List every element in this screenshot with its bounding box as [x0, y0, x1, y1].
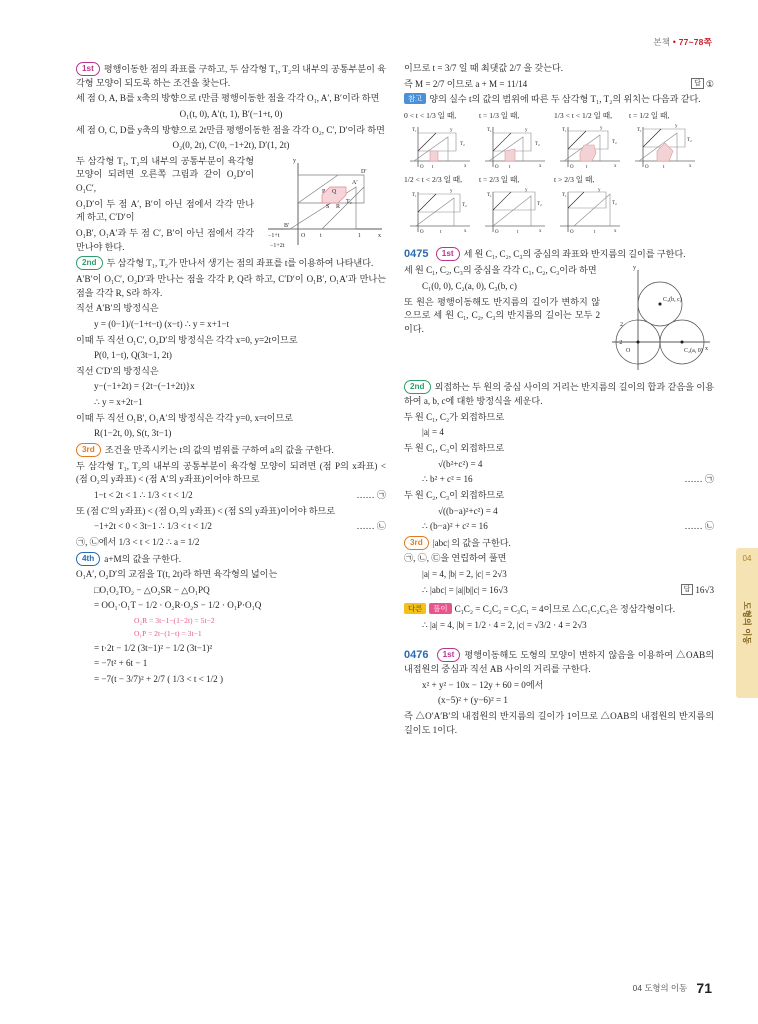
paragraph: 이때 두 직선 O₁C′, O₂D′의 방정식은 각각 x=0, y=2t이므로 [76, 334, 298, 345]
equation-annotation: O₂R = 3t−1−(1−2t) = 5t−2 [134, 616, 215, 626]
svg-text:O: O [570, 229, 574, 235]
case-figure-grid [404, 111, 714, 236]
paragraph: ㉠, ㉡, ㉢을 연립하여 풀면 [404, 553, 507, 564]
svg-text:O: O [645, 165, 649, 171]
paragraph: O₁B′, O₁A′과 두 점 C′, B′이 아닌 점에서 각각 만나야 한다. [76, 228, 254, 252]
equation: ∴ y = x+2t−1 [94, 397, 143, 408]
svg-text:−2: −2 [616, 340, 623, 347]
equation [422, 520, 714, 534]
case-figure-cell [629, 111, 700, 171]
answer-box-icon: 답 [681, 584, 694, 595]
case-caption: 0 < t < 1/3 일 때, [404, 110, 457, 120]
equation: |a| = 4 [422, 427, 444, 438]
alt-solution-tag: 다른 [404, 603, 426, 614]
paragraph: 직선 C′D′의 방정식은 [76, 365, 159, 376]
svg-text:T₂: T₂ [612, 200, 617, 206]
case-caption: t = 2/3 일 때, [479, 175, 520, 185]
header-book-label: 본책 [653, 37, 671, 47]
svg-text:1: 1 [358, 232, 361, 239]
svg-text:x: x [614, 164, 617, 170]
equation: ∴ |a| = 4, |b| = 1/2 · 4 = 2, |c| = √3/2 · 4 = 2√3 [422, 620, 587, 630]
svg-text:T₁: T₁ [412, 128, 417, 134]
step-title: 조건을 만족시키는 t의 값의 범위를 구하여 a의 값을 구한다. [104, 445, 334, 456]
equation: □O₁O₂TO₂ − △O₂SR − △O₁PQ [94, 584, 210, 595]
equation: |a| = 4, |b| = 2, |c| = 2√3 [422, 569, 507, 580]
svg-text:−1+t: −1+t [268, 232, 280, 239]
paragraph: 또 (점 C′의 y좌표) < (점 O₁의 y좌표) < (점 S의 y좌표)이어야 하므로 [76, 505, 336, 516]
answer-box-icon: 답 [691, 78, 704, 89]
footer-chapter: 04 도형의 이동 [632, 983, 688, 993]
step-badge: 4th [76, 552, 100, 566]
svg-text:D′: D′ [361, 168, 367, 175]
paragraph: 두 원 C₂, C₃이 외접하므로 [404, 489, 505, 500]
equation-annotation: O₁P = 2t−(1−t) = 3t−1 [134, 629, 202, 639]
svg-text:O: O [495, 165, 499, 171]
problem-number: 0475 [404, 247, 429, 260]
svg-text:O: O [301, 232, 306, 239]
case-figure [479, 186, 549, 236]
svg-text:O: O [495, 229, 499, 235]
answer-value: 16√3 [695, 584, 714, 595]
paragraph: 직선 A′B′의 방정식은 [76, 303, 159, 314]
answer-value: ① [705, 78, 714, 89]
equation: y = (0−1)/(−1+t−t) (x−t) ∴ y = x+1−t [94, 318, 230, 329]
svg-text:x: x [464, 164, 467, 170]
equation: √(b²+c²) = 4 [438, 458, 483, 469]
equation: = t·2t − 1/2 (3t−1)² − 1/2 (3t−1)² [94, 642, 213, 653]
page-footer [633, 980, 712, 996]
svg-text:t: t [663, 165, 665, 171]
svg-text:y: y [293, 157, 296, 164]
case-figure-row [404, 111, 714, 171]
problem-0475-heading [404, 246, 714, 263]
step-title: 세 원 C₁, C₂, C₃의 중심의 좌표와 반지름의 길이를 구한다. [463, 248, 686, 259]
note-tag: 참고 [404, 93, 426, 104]
equation [404, 78, 714, 92]
equation-tag: …… ㉡ [356, 521, 386, 532]
equation: O₁(t, 0), A′(t, 1), B′(−1+t, 0) [179, 108, 283, 119]
equation: (x−5)² + (y−6)² = 1 [438, 695, 508, 706]
svg-text:y: y [525, 128, 528, 134]
step-3rd-left [76, 443, 386, 458]
svg-text:x: x [689, 164, 692, 170]
equation-text: 1−t < 2t < 1 ∴ 1/3 < t < 1/2 [94, 489, 193, 500]
step-title: 평행이동해도 도형의 모양이 변하지 않음을 이용하여 △OAB의 내접원의 중심과 직선 AB 사이의 거리를 구한다. [404, 649, 714, 675]
equation: = −7(t − 3/7)² + 2/7 ( 1/3 < t < 1/2 ) [94, 674, 223, 685]
svg-text:S: S [326, 203, 330, 210]
svg-text:t: t [517, 229, 519, 235]
step-badge: 1st [76, 62, 100, 76]
equation [94, 489, 386, 503]
case-figure [554, 186, 624, 236]
svg-text:x: x [378, 232, 381, 239]
case-figure-cell [479, 111, 550, 171]
paragraph: 세 원 C₁, C₂, C₃의 중심을 각각 C₁, C₂, C₃이라 하면 [404, 265, 597, 276]
step-badge: 2nd [404, 380, 431, 394]
paragraph: 두 원 C₁, C₃이 외접하므로 [404, 442, 505, 453]
svg-text:C₂(a, 0): C₂(a, 0) [684, 348, 703, 355]
svg-text:y: y [633, 265, 636, 272]
equation-text: ∴ (b−a)² + c² = 16 [422, 521, 488, 532]
equation-text: ∴ |abc| = |a||b||c| = 16√3 [422, 584, 508, 595]
svg-text:R: R [336, 203, 341, 210]
svg-text:y: y [525, 187, 528, 193]
left-column [76, 62, 386, 689]
equation-tag: …… ㉠ [356, 489, 386, 500]
equation: O₂(0, 2t), C′(0, −1+2t), D′(1, 2t) [172, 140, 290, 151]
svg-text:t: t [440, 229, 442, 235]
svg-text:T₂: T₂ [687, 138, 692, 144]
case-figure-cell [404, 111, 475, 171]
step-title: |abc| 의 값을 구한다. [432, 537, 511, 548]
svg-text:y: y [675, 124, 678, 130]
case-figure-cell [554, 175, 625, 235]
svg-text:2: 2 [620, 322, 623, 329]
case-figure-row [404, 175, 714, 235]
case-figure [404, 186, 474, 236]
paragraph: 두 삼각형 T₁, T₂의 내부의 공통부분이 육각형 모양이 되려면 (점 P의 x좌표) < (점 O₂의 y좌표) < (점 A′의 y좌표)이어야 하므로 [76, 460, 386, 485]
equation: y−(−1+2t) = {2t−(−1+2t)}x [94, 381, 195, 392]
figure-hexagon-overlap [260, 157, 386, 249]
svg-text:t: t [509, 165, 511, 171]
footer-page-number: 71 [696, 980, 712, 996]
svg-text:t: t [320, 232, 322, 239]
equation: = OO₁·O₁T − 1/2 · O₂R·O₂S − 1/2 · O₁P·O₁Q [94, 600, 262, 611]
page-header [653, 36, 712, 48]
equation [94, 520, 386, 534]
step-title: a+M의 값을 구한다. [104, 553, 182, 564]
svg-text:x: x [614, 228, 617, 234]
case-caption: t = 1/3 일 때, [479, 110, 520, 120]
equation-text: −1+2t < 0 < 3t−1 ∴ 1/3 < t < 1/2 [94, 521, 212, 532]
case-caption: t = 1/2 일 때, [629, 110, 670, 120]
svg-text:B′: B′ [284, 222, 290, 229]
svg-text:O: O [420, 165, 424, 171]
svg-text:t: t [586, 165, 588, 171]
side-tab-number: 04 [742, 554, 752, 563]
svg-text:t: t [594, 229, 596, 235]
paragraph: 두 원 C₁, C₂가 외접하므로 [404, 411, 505, 422]
equation: R(1−2t, 0), S(t, 3t−1) [94, 428, 172, 439]
svg-text:y: y [600, 126, 603, 132]
step-1st-left [76, 62, 386, 90]
chapter-side-tab [736, 548, 758, 698]
paragraph: 또 원은 평행이동해도 반지름의 길이가 변하지 않으므로 세 원 C₁, C₂, C₃의 반지름의 길이는 모두 2이다. [404, 296, 600, 334]
step-badge: 1st [436, 247, 460, 261]
svg-text:P: P [322, 188, 326, 195]
paragraph: A′B′이 O₁C′, O₂D′과 만나는 점을 각각 P, Q라 하고, C′D′이 O₁B′, O₁A′과 만나는 점을 각각 R, S라 하자. [76, 273, 386, 298]
svg-text:T₁: T₁ [412, 192, 417, 198]
equation: = −7t² + 6t − 1 [94, 658, 148, 669]
case-figure-cell [554, 111, 625, 171]
case-figure [629, 121, 699, 171]
svg-text:T₂: T₂ [612, 140, 617, 146]
svg-text:t: t [432, 165, 434, 171]
step-3rd-0475 [404, 536, 714, 551]
step-badge: 2nd [76, 256, 103, 270]
svg-text:y: y [450, 188, 453, 194]
paragraph: 즉 △O′A′B′의 내접원의 반지름의 길이가 1이므로 △OAB의 내접원의 반지름의 길이도 1이다. [404, 711, 714, 735]
equation: ㉠, ㉡에서 1/3 < t < 1/2 ∴ a = 1/2 [76, 536, 200, 547]
case-caption: t > 2/3 일 때, [554, 175, 595, 185]
svg-text:T₂: T₂ [346, 198, 352, 205]
svg-text:Q: Q [332, 188, 337, 195]
right-column [404, 62, 714, 739]
svg-text:x: x [539, 164, 542, 170]
answer-badge [691, 78, 714, 92]
equation: x² + y² − 10x − 12y + 60 = 0에서 [422, 679, 544, 690]
svg-text:−1+2t: −1+2t [270, 242, 285, 249]
paragraph: 이므로 t = 3/7 일 때 최댓값 2/7 을 갖는다. [404, 63, 564, 73]
paragraph: 세 점 O, C, D를 y축의 방향으로 2t만큼 평행이동한 점을 각각 O₂, C′, D′이라 하면 [76, 124, 385, 135]
svg-text:T₂: T₂ [535, 142, 540, 148]
paragraph: 세 점 O, A, B를 x축의 방향으로 t만큼 평행이동한 점을 각각 O₁, A′, B′이라 하면 [76, 93, 380, 104]
step-title: 평행이동한 점의 좌표를 구하고, 두 삼각형 T₁, T₂의 내부의 공통부분이 육각형 모양이 되도록 하는 조건을 찾는다. [76, 64, 386, 88]
header-bullet-icon: • [672, 37, 677, 47]
header-pages: 77~78쪽 [678, 37, 712, 47]
note-block-title [404, 93, 714, 107]
case-figure [554, 121, 624, 171]
svg-text:y: y [598, 187, 601, 193]
svg-text:T₂: T₂ [462, 202, 467, 208]
problem-0476-heading [404, 647, 714, 677]
equation-tag: …… ㉡ [684, 521, 714, 532]
svg-text:T₁: T₁ [637, 128, 642, 134]
svg-text:T₁: T₁ [487, 192, 492, 198]
problem-number: 0476 [404, 648, 429, 661]
equation [422, 584, 714, 598]
equation-tag: …… ㉠ [684, 474, 714, 485]
svg-text:T₁: T₁ [562, 192, 567, 198]
svg-text:x: x [705, 346, 708, 353]
case-figure-cell [404, 175, 475, 235]
paragraph: 두 삼각형 T₁, T₂의 내부의 공통부분이 육각형 모양이 되려면 오른쪽 그림과 같이 O₂D′이 O₁C′, [76, 155, 254, 194]
svg-text:x: x [464, 228, 467, 234]
step-badge: 3rd [76, 443, 101, 457]
alt-solution-text: C₁C₂ = C₂C₃ = C₃C₁ = 4이므로 △C₁C₂C₃은 정삼각형이다. [454, 604, 676, 615]
paragraph: O₁D′이 두 점 A′, B′이 아닌 점에서 각각 만나게 하고, C′D′이 [76, 198, 254, 223]
side-tab-label: 도형의 이동 [742, 601, 752, 645]
case-figure [479, 121, 549, 171]
paragraph: 이때 두 직선 O₁B′, O₁A′의 방정식은 각각 y=0, x=t이므로 [76, 412, 294, 423]
equation: C₁(0, 0), C₂(a, 0), C₃(b, c) [422, 281, 517, 292]
svg-text:x: x [539, 228, 542, 234]
alt-solution-heading [404, 603, 714, 617]
step-title: 두 삼각형 T₁, T₂가 만나서 생기는 점의 좌표를 t를 이용하여 나타낸다. [106, 258, 374, 269]
case-figure-cell [479, 175, 550, 235]
alt-solution-tag-2: 풀이 [429, 603, 451, 614]
step-badge: 1st [437, 648, 461, 662]
svg-text:T₂: T₂ [460, 142, 465, 148]
case-caption: 1/2 < t < 2/3 일 때, [404, 175, 463, 185]
svg-text:C₃(b, c): C₃(b, c) [663, 297, 682, 304]
case-caption: 1/3 < t < 1/2 일 때, [554, 110, 613, 120]
step-title: 외접하는 두 원의 중심 사이의 거리는 반지름의 길이의 합과 같음을 이용하여 a, b, c에 대한 방정식을 세운다. [404, 382, 714, 407]
equation [422, 473, 714, 487]
svg-text:y: y [450, 128, 453, 134]
svg-text:A′: A′ [352, 179, 358, 186]
equation: √((b−a)²+c²) = 4 [438, 505, 498, 516]
case-figure [404, 121, 474, 171]
equation-text: 즉 M = 2/7 이므로 a + M = 11/14 [404, 78, 528, 89]
step-2nd-left [76, 256, 386, 271]
answer-badge [681, 584, 714, 598]
svg-text:O: O [570, 165, 574, 171]
equation-text: ∴ b² + c² = 16 [422, 474, 473, 485]
equation: P(0, 1−t), Q(3t−1, 2t) [94, 350, 172, 361]
paragraph: O₁A′, O₂D′의 교점을 T(t, 2t)라 하면 육각형의 넓이는 [76, 569, 278, 580]
svg-text:T₁: T₁ [487, 128, 492, 134]
svg-text:O: O [626, 348, 631, 355]
note-title: 양의 실수 t의 값의 범위에 따른 두 삼각형 T₁, T₂의 위치는 다음과 같다. [429, 94, 701, 105]
svg-text:T₂: T₂ [537, 201, 542, 207]
step-2nd-0475 [404, 380, 714, 408]
svg-text:O: O [420, 229, 424, 235]
figure-three-circles [606, 264, 714, 376]
step-badge: 3rd [404, 536, 429, 550]
step-4th-left [76, 552, 386, 567]
svg-text:T₁: T₁ [562, 128, 567, 134]
